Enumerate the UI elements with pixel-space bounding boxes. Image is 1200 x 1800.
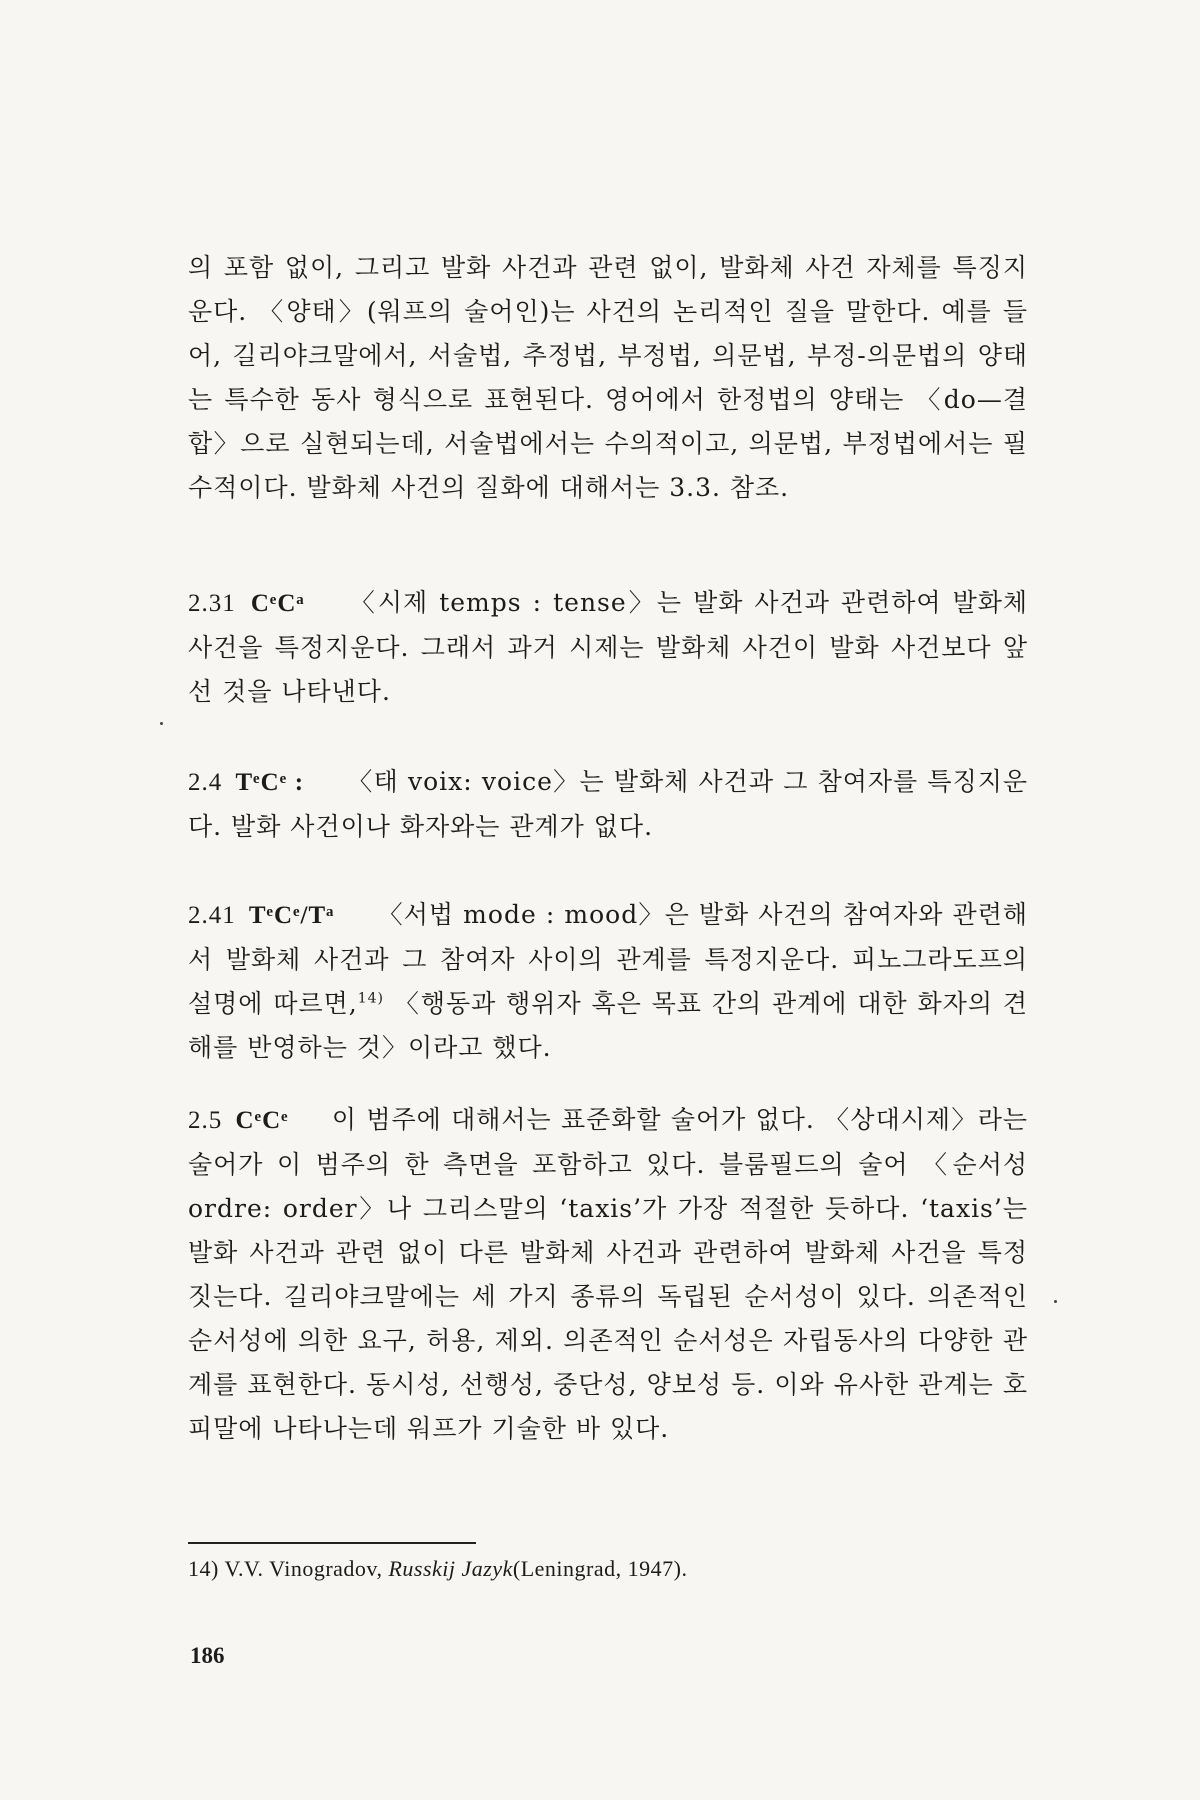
section-text: 이 범주에 대해서는 표준화할 술어가 없다. 〈상대시제〉라는 술어가 이 범주의 한 측면을 포함하고 있다. 블룸필드의 술어 〈순서성 ordre: order〉나 그리스말의 ‘taxis’가 가장 적절한 듯하다. ‘taxis’는 발화 사건과 관련 없이 다른 발화체 사건과 관련하여 발화체 사건을 특정짓는다. 길리야크말에는 세 가지 종류의 독립된 순서성이 있다. 의존적인 순서성에 의한 요구, 허용, 제외. 의존적인 순서성은 자립동사의 다양한 관계를 표현한다. 동시성, 선행성, 중단성, 양보성 등. 이와 유사한 관계는 호피말에 나타나는데 워프가 기술한 바 있다. bbox=[188, 1105, 1029, 1443]
section-number: 2.4 bbox=[188, 769, 223, 796]
section-label: CᵉCᵉ bbox=[235, 1107, 289, 1134]
section-text: 〈태 voix: voice〉는 발화체 사건과 그 참여자를 특징지운다. 발화 사건이나 화자와는 관계가 없다. bbox=[188, 767, 1029, 841]
footnote-title: Russkij Jazyk bbox=[388, 1556, 513, 1581]
section-label: CᵉCᵃ bbox=[250, 590, 305, 617]
footnote-reference[interactable]: 14) bbox=[357, 990, 385, 1007]
scan-speck bbox=[160, 722, 163, 725]
section-2-31 bbox=[188, 581, 1028, 714]
section-number: 2.31 bbox=[188, 590, 236, 617]
section-number: 2.5 bbox=[188, 1107, 223, 1134]
section-text: 〈시제 temps : tense〉는 발화 사건과 관련하여 발화체 사건을 특정지운다. 그래서 과거 시제는 발화체 사건이 발화 사건보다 앞선 것을 나타낸다. bbox=[188, 588, 1029, 706]
section-text-before: 〈서법 mode : mood〉은 발화 사건의 참여자와 관련해서 발화체 사건과 그 참여자 사이의 관계를 특정지운다. 피노그라도프의 설명에 따르면, bbox=[188, 900, 1028, 1018]
section-2-41 bbox=[188, 893, 1028, 1070]
footnote-author: V.V. Vinogradov, bbox=[224, 1556, 383, 1581]
scan-speck bbox=[1054, 1300, 1057, 1303]
section-2-5 bbox=[188, 1098, 1028, 1451]
page-number: 186 bbox=[190, 1643, 225, 1668]
paragraph-text: 의 포함 없이, 그리고 발화 사건과 관련 없이, 발화체 사건 자체를 특징지운다. 〈양태〉(워프의 술어인)는 사건의 논리적인 질을 말한다. 예를 들어, 길리야크말에서, 서술법, 추정법, 부정법, 의문법, 부정-의문법의 양태는 특수한 동사 형식으로 표현된다. 영어에서 한정법의 양태는 〈do—결합〉으로 실현되는데, 서술법에서는 수의적이고, 의문법, 부정법에서는 필수적이다. 발화체 사건의 질화에 대해서는 3.3. 참조. bbox=[188, 253, 1028, 502]
section-label: TᵉCᵉ/Tᵃ bbox=[248, 902, 335, 929]
paragraph-continuation bbox=[188, 246, 1028, 510]
section-2-4 bbox=[188, 760, 1028, 849]
footnote-rest: (Leningrad, 1947). bbox=[512, 1556, 688, 1581]
section-text-after: 〈행동과 행위자 혹은 목표 간의 관계에 대한 화자의 견해를 반영하는 것〉이라고 했다. bbox=[188, 989, 1028, 1062]
footnote bbox=[188, 1556, 1028, 1582]
section-label: TᵉCᵉ : bbox=[235, 769, 305, 796]
section-number: 2.41 bbox=[188, 902, 236, 929]
footnote-divider bbox=[188, 1542, 476, 1544]
footnote-number: 14) bbox=[188, 1556, 219, 1581]
